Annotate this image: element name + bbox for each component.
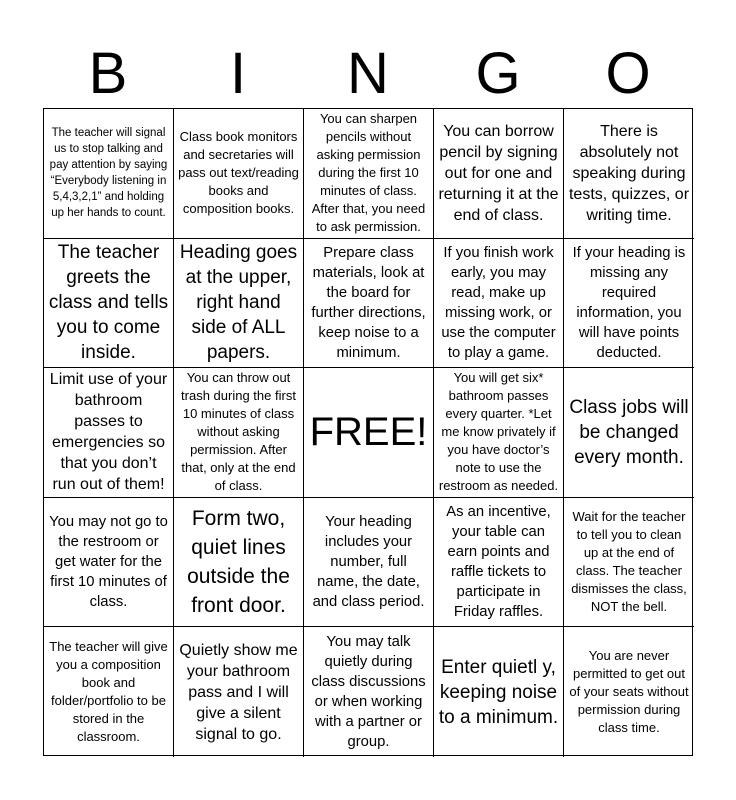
bingo-cell-r1c4 bbox=[434, 109, 564, 239]
cell-text: The teacher greets the class and tells you to come inside. bbox=[48, 242, 169, 364]
cell-text: Class jobs will be changed every month. bbox=[569, 396, 689, 468]
bingo-cell-r2c2 bbox=[174, 239, 304, 369]
bingo-cell-r5c1 bbox=[44, 627, 174, 757]
bingo-cell-r4c4 bbox=[434, 498, 564, 628]
cell-text: There is absolutely not speaking during tests, quizzes, or writing time. bbox=[568, 122, 690, 224]
bingo-cell-r1c2 bbox=[174, 109, 304, 239]
bingo-cell-r3c5 bbox=[564, 368, 694, 498]
cell-text: You are never permitted to get out of your seats without permission during class time. bbox=[569, 648, 689, 736]
cell-text: Enter quietl y, keeping noise to a minimum. bbox=[438, 656, 559, 728]
bingo-cell-r3c1 bbox=[44, 368, 174, 498]
cell-text: Heading goes at the upper, right hand side of ALL papers. bbox=[179, 242, 298, 364]
cell-text: The teacher will signal us to stop talking and pay attention by saying “Everybody listening in 5,4,3,2,1” and holding up her hands to count. bbox=[49, 127, 168, 220]
free-space-label: FREE! bbox=[309, 410, 428, 455]
cell-text: Limit use of your bathroom passes to emergencies so that you don’t run out of them! bbox=[49, 371, 168, 494]
header-letter-b: B bbox=[88, 41, 128, 106]
cell-text: You may talk quietly during class discussions or when working with a partner or group. bbox=[311, 634, 426, 751]
bingo-header bbox=[43, 40, 693, 108]
cell-text: Quietly show me your bathroom pass and I will give a silent signal to go. bbox=[179, 641, 298, 743]
bingo-cell-r2c3 bbox=[304, 239, 434, 369]
cell-text: You will get six* bathroom passes every quarter. *Let me know privately if you have doctor’s note to use the restroom as needed. bbox=[438, 370, 559, 494]
header-letter-g: G bbox=[475, 41, 521, 106]
bingo-cell-r5c5 bbox=[564, 627, 694, 757]
bingo-cell-r3c2 bbox=[174, 368, 304, 498]
cell-text: Prepare class materials, look at the board for further directions, keep noise to a minimum. bbox=[311, 244, 426, 361]
cell-text: The teacher will give you a composition book and folder/portfolio to be stored in the classroom. bbox=[49, 639, 168, 745]
header-letter-o: O bbox=[605, 41, 651, 106]
bingo-cell-free bbox=[304, 368, 434, 498]
cell-text: You may not go to the restroom or get water for the first 10 minutes of class. bbox=[49, 514, 168, 611]
header-letter-n: N bbox=[347, 41, 389, 106]
bingo-cell-r5c3 bbox=[304, 627, 434, 757]
cell-text: You can throw out trash during the first 10 minutes of class without asking permission. After that, only at the end of class. bbox=[181, 370, 296, 494]
bingo-cell-r1c3 bbox=[304, 109, 434, 239]
bingo-cell-r2c5 bbox=[564, 239, 694, 369]
bingo-cell-r4c1 bbox=[44, 498, 174, 628]
bingo-cell-r3c4 bbox=[434, 368, 564, 498]
bingo-card bbox=[43, 108, 693, 756]
bingo-cell-r2c4 bbox=[434, 239, 564, 369]
cell-text: As an incentive, your table can earn points and raffle tickets to participate in Friday raffles. bbox=[446, 504, 551, 621]
bingo-cell-r1c1 bbox=[44, 109, 174, 239]
cell-text: Form two, quiet lines outside the front door. bbox=[187, 507, 290, 618]
cell-text: Wait for the teacher to tell you to clean up at the end of class. The teacher dismisses the class, NOT the bell. bbox=[571, 509, 687, 615]
cell-text: You can sharpen pencils without asking permission during the first 10 minutes of class. After that, you need to ask permission. bbox=[311, 111, 426, 235]
cell-text: You can borrow pencil by signing out for one and returning it at the end of class. bbox=[438, 122, 559, 224]
cell-text: If you finish work early, you may read, make up missing work, or use the computer to play a game. bbox=[441, 244, 556, 361]
bingo-cell-r5c2 bbox=[174, 627, 304, 757]
bingo-cell-r4c3 bbox=[304, 498, 434, 628]
bingo-cell-r4c2 bbox=[174, 498, 304, 628]
cell-text: Your heading includes your number, full name, the date, and class period. bbox=[312, 514, 425, 611]
cell-text: Class book monitors and secretaries will pass out text/reading books and composition books. bbox=[178, 129, 299, 217]
bingo-cell-r5c4 bbox=[434, 627, 564, 757]
header-letter-i: I bbox=[229, 41, 247, 106]
bingo-cell-r2c1 bbox=[44, 239, 174, 369]
bingo-cell-r1c5 bbox=[564, 109, 694, 239]
cell-text: If your heading is missing any required information, you will have points deducted. bbox=[572, 244, 686, 361]
bingo-cell-r4c5 bbox=[564, 498, 694, 628]
